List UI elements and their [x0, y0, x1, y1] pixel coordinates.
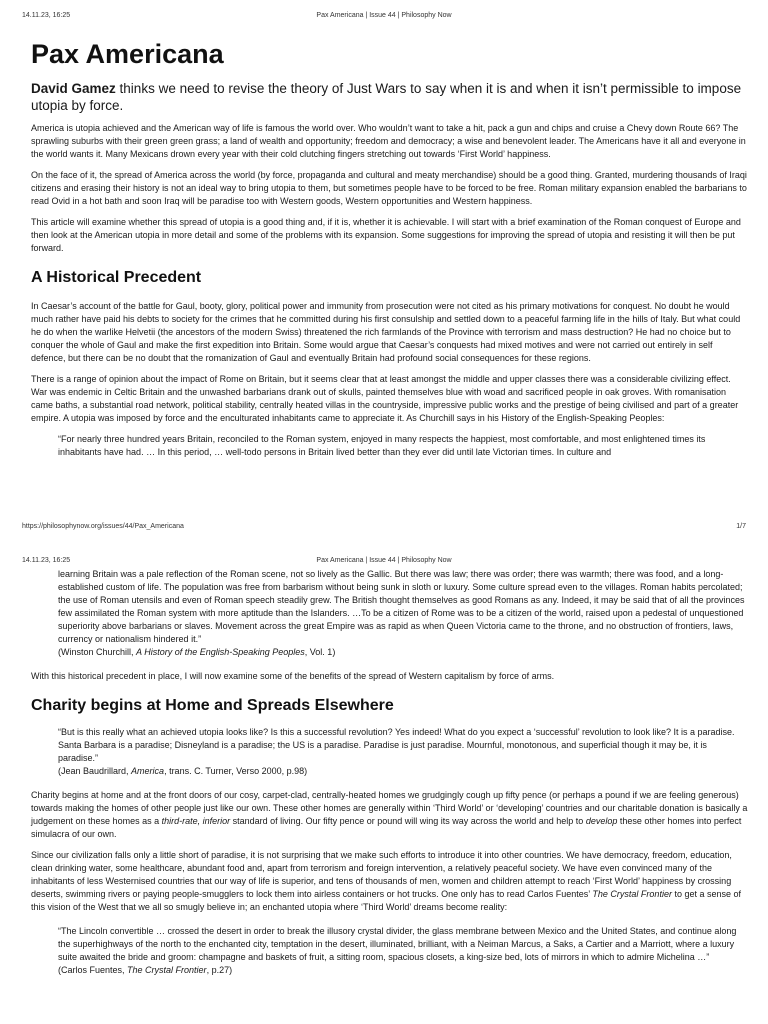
article-body-page-2 [31, 568, 749, 977]
churchill-citation: (Winston Churchill, A History of the English-Speaking Peoples, Vol. 1) [58, 647, 336, 657]
paragraph-charity: Charity begins at home and at the front doors of our cosy, carpet-clad, centrally-heated homes we grudgingly cough up fifty pence (or perhaps a pound if we are feeling generous) towards making the homes of other people just like our own. These other homes are generally within ‘Third World’ or ‘developing’ countries and our charitable donation is basically a judgement on these homes as a third-rate, inferior standard of living. Our fifty pence or pound will wing its way across the world and help to develop these other homes into perfect simulacra of our own. [31, 790, 748, 839]
paragraph-caesar: In Caesar’s account of the battle for Gaul, booty, glory, political power and immunity from prosecution were not cited as his primary motivations for conquest. No doubt he would much rather have paid his debts to society for the crimes that he committed during his first consulship and settled down to a peaceful farming life in the hills of Italy. But what could he do when the warlike Helvetii (the ancestors of the modern Swiss) threatened the rich farmlands of the Province with terrorism and mass destruction? He had no choice but to conquer the whole of Gaul and make the first expedition into Britain. Some would argue that Caesar’s conquests had mixed motives and were not carried out entirely in self defence, but there can be no doubt that the romanization of Gaul and eventually Britain had profound social consequences for these regions. [31, 301, 741, 363]
churchill-quote-start: “For nearly three hundred years Britain, reconciled to the Roman system, enjoyed in many respects the happiest, most comfortable, and most enlightened times its inhabitants have had. … In this period, … well-todo persons in Britain lived better than they ever did until late Victorian times. In culture and [58, 434, 706, 457]
page-separator [0, 531, 768, 549]
churchill-quote-continued: learning Britain was a pale reflection of the Roman scene, not so lively as the Gallic. But there was law; there was order; there was warmth; there was food, and a long-established custom of life. The population was free from barbarism without being sunk in sloth or luxury. Some culture spread even to the villages. Roman habits percolated; the use of Roman utensils and even of Roman speech steadily grew. The British thought themselves as good Romans as any. Indeed, it may be said that of all the provinces few assimilated the Roman system with more aptitude than the Islanders. …To be a citizen of Rome was to be a citizen of the world, raised upon a pedestal of unquestioned superiority above barbarians or slaves. Movement across the great Empire was as rapid as when Queen Victoria came to the throne, and no obstruction of frontiers, laws, currency or nationalism hindered it.” [58, 569, 745, 644]
paragraph-rome-britain: There is a range of opinion about the impact of Rome on Britain, but it seems clear that at least amongst the middle and upper classes there was a considerable civilizing effect. War was endemic in Celtic Britain and the unwashed barbarians drank out of skulls, painted themselves blue with woad and sacrificed people in oak groves. With romanisation came baths, a substantial road network, political stability, centrally heated villas in the countryside, impressive public works and the prestige of being civilised and part of a greater empire. A utopia was imposed by force and the enculturated inhabitants came to appreciate it. As Churchill says in his History of the English-Speaking Peoples: [31, 374, 739, 423]
paragraph-intro-2: On the face of it, the spread of America across the world (by force, propaganda and cultural and meaty merchandise) should be a good thing. Granted, murdering thousands of Iraqi citizens and erasing their history is not an ideal way to bring utopia to them, but sometimes people have to be forced to be free. Roman military expansion enabled the barbarians to read Ovid in a hot bath and soon Iraq will be paradise too with Western goods, Western opportunities and Western happiness. [31, 170, 747, 206]
fuentes-citation: (Carlos Fuentes, The Crystal Frontier, p.27) [58, 965, 233, 975]
print-timestamp: 14.11.23, 16:25 [22, 12, 71, 19]
standfirst-text: thinks we need to revise the theory of Just Wars to say when it is and when it isn’t permissible to impose utopia by force. [31, 81, 742, 113]
baudrillard-quote: “But is this really what an achieved utopia looks like? Is this a successful revolution? Yes indeed! What do you expect a ‘successful’ revolution to look like? It is a paradise. Santa Barbara is a paradise; Disneyland is a paradise; the US is a paradise. Paradise is just paradise. Mournful, monotonous, and superficial though it may be, it is paradise.” [58, 727, 735, 763]
author-name[interactable]: David Gamez [31, 81, 116, 96]
section-heading-charity: Charity begins at Home and Spreads Elsewhere [31, 697, 394, 714]
baudrillard-citation: (Jean Baudrillard, America, trans. C. Turner, Verso 2000, p.98) [58, 766, 308, 776]
print-url: https://philosophynow.org/issues/44/Pax_Americana [22, 523, 184, 530]
print-page-2 [0, 549, 768, 1024]
article-title: Pax Americana [31, 39, 224, 69]
section-heading-historical-precedent: A Historical Precedent [31, 269, 202, 286]
print-timestamp: 14.11.23, 16:25 [22, 557, 71, 564]
paragraph-transition: With this historical precedent in place, I will now examine some of the benefits of the spread of Western capitalism by force of arms. [31, 671, 555, 681]
print-page-number: 1/7 [736, 523, 746, 530]
article-body-page-1 [31, 38, 749, 459]
paragraph-intro-3: This article will examine whether this spread of utopia is a good thing and, if it is, whether it is achievable. I will start with a brief examination of the Roman conquest of Europe and then look at the American utopia in more detail and some of the problems with its expansion. Some suggestions for improving the spread of utopia and resisting it will then be put forward. [31, 217, 741, 253]
paragraph-civilization: Since our civilization falls only a little short of paradise, it is not surprising that we make such efforts to introduce it into other countries. We have democracy, freedom, education, clean drinking water, some healthcare, abundant food and, apart from terrorism and foreign intervention, a relatively peaceful society. We have even convinced many of the inhabitants of less Westernised countries that our way of life is superior, and tens of thousands of men, women and children attempt to reach ‘First World’ happiness by crossing deserts, swimming rivers or paying people-smugglers to lock them into airless containers or hot trucks. One only has to read Carlos Fuentes’ The Crystal Frontier to get a sense of this vision of the West that we all so smugly believe in; an enchanted utopia where ‘Third World’ dreams become reality: [31, 850, 741, 912]
print-doc-title: Pax Americana | Issue 44 | Philosophy Now [316, 12, 452, 19]
fuentes-quote: “The Lincoln convertible … crossed the desert in order to break the illusory crystal divider, the glass membrane between Mexico and the United States, and continue along the superhighways of the north to the enchanted city, temptation in the desert, illuminated, brilliant, with a Neiman Marcus, a Saks, a Cartier and a Marriott, where a luxury suite awaited the bride and groom: champagne and baskets of fruit, a sitting room, spacious closets, a king-size bed, lots of mirrors in which to admire Michelina …” [58, 926, 737, 962]
paragraph-intro-1: America is utopia achieved and the American way of life is famous the world over. Who wouldn’t want to take a hit, pack a gun and chips and cruise a Chevy down Route 66? The sprawling suburbs with their green green grass; a land of wealth and opportunity; freedom and democracy; a wise and benevolent leader. The Americans have it all and everyone in the world wants it. Many Mexicans drown every year with their cold clutching fingers stretching out towards ‘First World’ happiness. [31, 123, 746, 159]
article-standfirst [31, 80, 749, 114]
print-doc-title: Pax Americana | Issue 44 | Philosophy Now [316, 557, 452, 564]
